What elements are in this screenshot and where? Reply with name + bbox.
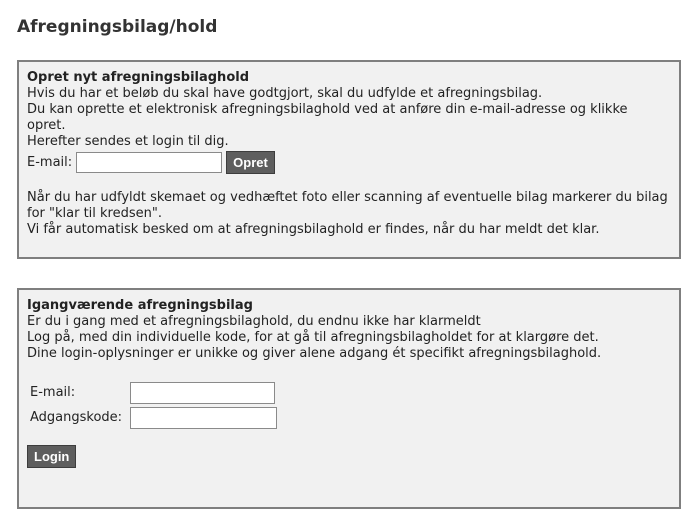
create-heading: Opret nyt afregningsbilaghold: [27, 70, 250, 85]
create-email-row: [27, 151, 671, 174]
login-password-row: [27, 405, 671, 430]
create-email-input[interactable]: [76, 152, 222, 173]
create-email-label: E-mail:: [27, 155, 73, 170]
create-info-line: Når du har udfyldt skemaet og vedhæftet foto eller scanning af eventuelle bilag markerer du bilag: [27, 190, 668, 205]
login-form: [27, 380, 671, 430]
create-text-line: Herefter sendes et login til dig.: [27, 134, 229, 149]
opret-button[interactable]: Opret: [226, 151, 275, 174]
login-text-line: Dine login-oplysninger er unikke og giver alene adgang ét specifikt afregningsbilaghold.: [27, 346, 602, 361]
login-panel: [17, 288, 681, 509]
create-info-line: for "klar til kredsen".: [27, 206, 162, 221]
login-button[interactable]: Login: [27, 445, 76, 468]
login-password-input[interactable]: [130, 407, 277, 429]
create-text-line: Hvis du har et beløb du skal have godtgjort, skal du udfylde et afregningsbilag.: [27, 86, 543, 101]
login-text-line: Er du i gang med et afregningsbilaghold, du endnu ikke har klarmeldt: [27, 314, 481, 329]
create-text-line: opret.: [27, 118, 66, 133]
login-email-label: E-mail:: [30, 385, 76, 400]
page-title: Afregningsbilag/hold: [17, 17, 218, 37]
spacer: [27, 174, 671, 190]
login-email-input[interactable]: [130, 382, 275, 404]
create-info-line: Vi får automatisk besked om at afregningsbilaghold er findes, når du har meldt det klar.: [27, 222, 600, 237]
login-email-row: [27, 380, 671, 405]
login-password-label: Adgangskode:: [30, 410, 123, 425]
create-text-line: Du kan oprette et elektronisk afregningsbilaghold ved at anføre din e-mail-adresse og klikke: [27, 102, 628, 117]
login-text-line: Log på, med din individuelle kode, for at gå til afregningsbilagholdet for at klargøre det.: [27, 330, 599, 345]
create-panel: [17, 60, 681, 259]
login-button-wrap: [27, 445, 671, 468]
login-heading: Igangværende afregningsbilag: [27, 298, 253, 313]
